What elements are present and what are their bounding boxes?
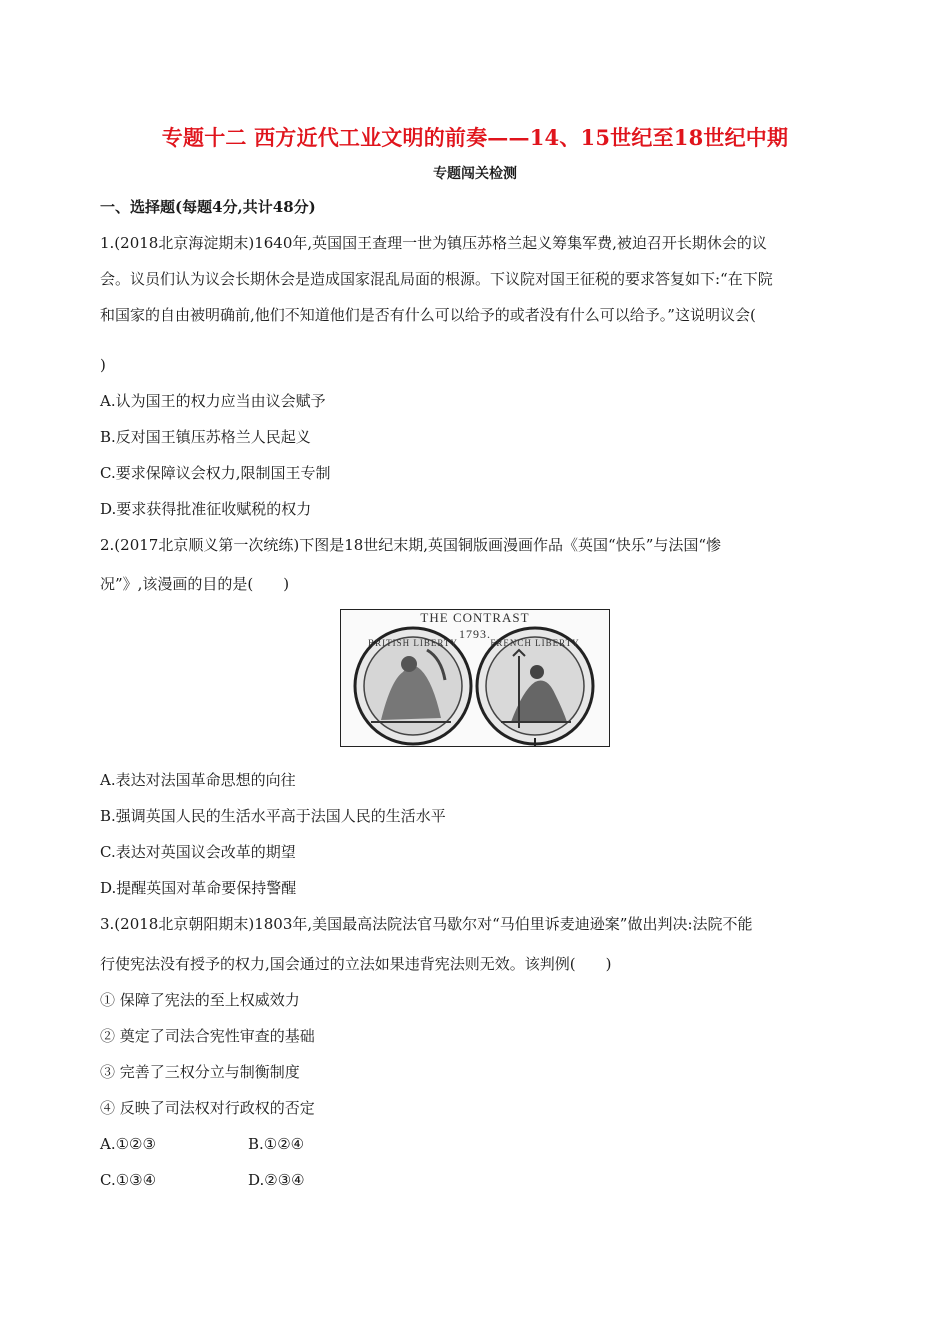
q3-statement-1: ① 保障了宪法的至上权威效力 (100, 991, 300, 1009)
q3-option-c: C.①③④ (100, 1171, 157, 1189)
q1-option-c: C.要求保障议会权力,限制国王专制 (100, 464, 331, 482)
q3-option-b: B.①②④ (248, 1135, 305, 1153)
q3-option-a: A.①②③ (100, 1135, 156, 1153)
q1-option-a: A.认为国王的权力应当由议会赋予 (100, 392, 326, 410)
cartoon-figure (340, 609, 610, 747)
figure-year: 1793. (459, 627, 491, 641)
cartoon-image (341, 610, 609, 746)
q3-line-2: 行使宪法没有授予的权力,国会通过的立法如果违背宪法则无效。该判例( ) (100, 955, 612, 973)
q3-line-1: 3.(2018北京朝阳期末)1803年,美国最高法院法官马歇尔对“马伯里诉麦迪逊案”做出判决:法院不能 (100, 915, 753, 933)
q2-option-d: D.提醒英国对革命要保持警醒 (100, 879, 297, 897)
q1-option-d: D.要求获得批准征收赋税的权力 (100, 500, 312, 518)
page-title: 专题十二 西方近代工业文明的前奏——14、15世纪至18世纪中期 (161, 125, 789, 150)
q3-statement-2: ② 奠定了司法合宪性审查的基础 (100, 1027, 315, 1045)
q1-option-b: B.反对国王镇压苏格兰人民起义 (100, 428, 311, 446)
right-medallion-label: FRENCH LIBERTY (490, 638, 580, 648)
q2-option-b: B.强调英国人民的生活水平高于法国人民的生活水平 (100, 807, 446, 825)
q1-line-1: 1.(2018北京海淀期末)1640年,英国国王查理一世为镇压苏格兰起义筹集军费,被迫召开长期休会的议 (100, 234, 767, 252)
q2-option-a: A.表达对法国革命思想的向往 (100, 771, 296, 789)
left-medallion-label: BRITISH LIBERTY (368, 638, 458, 648)
q3-statement-4: ④ 反映了司法权对行政权的否定 (100, 1099, 315, 1117)
figure-caption: THE CONTRAST (420, 610, 530, 625)
page-subtitle: 专题闯关检测 (433, 166, 517, 182)
q1-line-3: 和国家的自由被明确前,他们不知道他们是否有什么可以给予的或者没有什么可以给予。”这说明议会( (100, 306, 756, 324)
q3-option-d: D.②③④ (248, 1171, 305, 1189)
q1-line-4: ) (100, 356, 106, 374)
q2-option-c: C.表达对英国议会改革的期望 (100, 843, 296, 861)
section-heading: 一、选择题(每题4分,共计48分) (100, 198, 316, 216)
q3-statement-3: ③ 完善了三权分立与制衡制度 (100, 1063, 300, 1081)
q1-line-2: 会。议员们认为议会长期休会是造成国家混乱局面的根源。下议院对国王征税的要求答复如下:“在下院 (100, 270, 773, 288)
q2-line-1: 2.(2017北京顺义第一次统练)下图是18世纪末期,英国铜版画漫画作品《英国“快乐”与法国“惨 (100, 536, 722, 554)
q2-line-2: 况”》,该漫画的目的是( ) (100, 575, 290, 593)
